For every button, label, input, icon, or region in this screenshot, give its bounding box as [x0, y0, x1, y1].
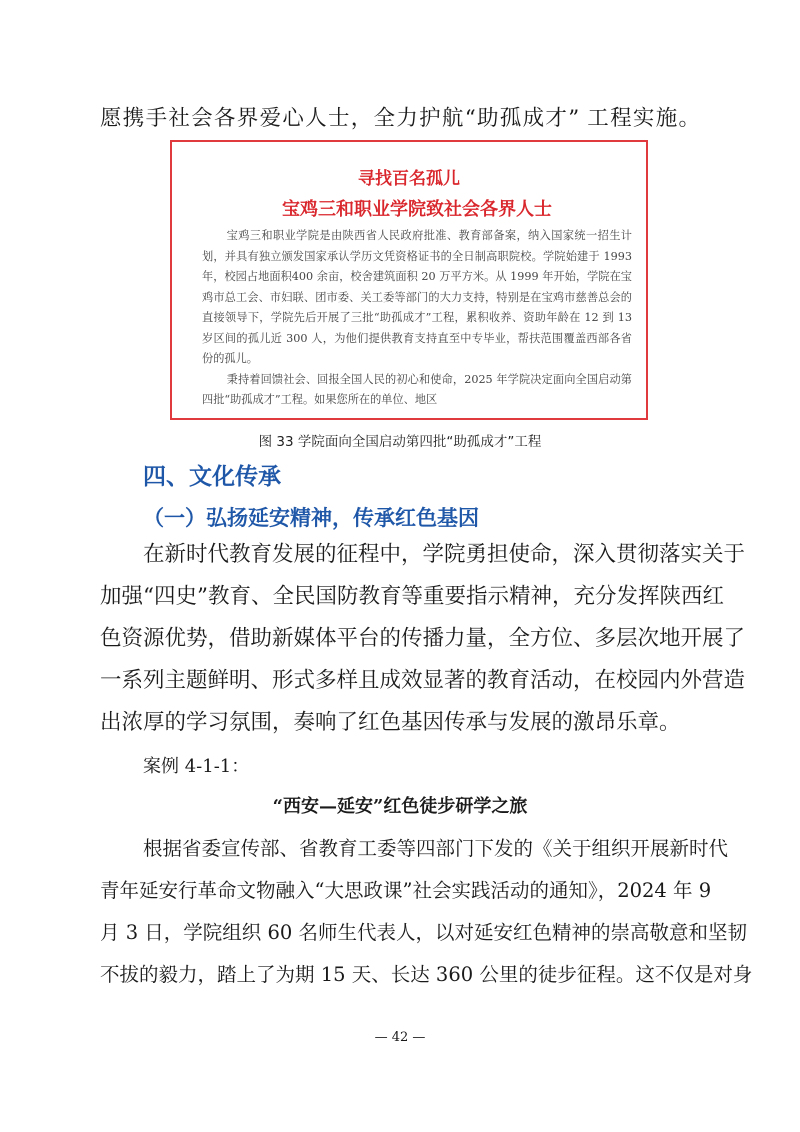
case-title: “西安—延安”红色徒步研学之旅	[272, 796, 528, 817]
body-text-line: 青年延安行革命文物融入“大思政课”社会实践活动的通知》，2024 年 9	[100, 879, 712, 902]
body-text-line: 色资源优势，借助新媒体平台的传播力量，全方位、多层次地开展了	[100, 626, 746, 651]
body-text-line: 出浓厚的学习氛围，奏响了红色基因传承与发展的激昂乐章。	[100, 710, 681, 735]
body-text-line: 根据省委宣传部、省教育工委等四部门下发的《关于组织开展新时代	[143, 837, 729, 860]
figure-image	[170, 140, 648, 420]
body-text-line: 月 3 日，学院组织 60 名师生代表人，以对延安红色精神的崇高敬意和坚韧	[100, 921, 748, 944]
body-text-line: 愿携手社会各界爱心人士，全力护航“助孤成才” 工程实施。	[100, 106, 700, 131]
section-heading: 四、文化传承	[143, 464, 281, 490]
page-number: — 42 —	[374, 1030, 426, 1045]
case-label: 案例 4-1-1：	[143, 756, 250, 777]
body-text-line: 在新时代教育发展的征程中，学院勇担使命，深入贯彻落实关于	[143, 542, 746, 567]
figure-paragraph: 宝鸡三和职业学院是由陕西省人民政府批准、教育部备案，纳入国家统一招生计划，并具有独立颁发国家承认学历文凭资格证书的全日制高职院校。学院始建于 1993 年，校园占地面积400 余亩，校舍建筑面积 20 万平方米。从 1999 年开始，学院在宝鸡市总工会、市妇联、团市委、关工委等部门的大力支持，特别是在宝鸡市慈善总会的直接领导下，学院先后开展了三批“助孤成才”工程，累积收养、资助年龄在 12 到 13 岁区间的孤儿近 300 人，为他们提供教育支持直至中专毕业，帮扶范围覆盖西部各省份的孤儿。	[202, 229, 632, 365]
body-text-line: 一系列主题鲜明、形式多样且成效显著的教育活动，在校园内外营造	[100, 668, 746, 693]
figure-title: 寻找百名孤儿	[358, 169, 460, 189]
figure-caption: 图 33 学院面向全国启动第四批“助孤成才”工程	[258, 434, 542, 450]
figure-body	[202, 226, 632, 411]
body-text-line: 加强“四史”教育、全民国防教育等重要指示精神，充分发挥陕西红	[100, 584, 724, 609]
figure-paragraph: 秉持着回馈社会、回报全国人民的初心和使命，2025 年学院决定面向全国启动第四批“助孤成才”工程。如果您所在的单位、地区	[202, 372, 632, 406]
body-text-line: 不拔的毅力，踏上了为期 15 天、长达 360 公里的徒步征程。这不仅是对身	[100, 963, 753, 986]
figure-subtitle: 宝鸡三和职业学院致社会各界人士	[282, 199, 552, 220]
subsection-heading: （一）弘扬延安精神，传承红色基因	[143, 506, 479, 530]
